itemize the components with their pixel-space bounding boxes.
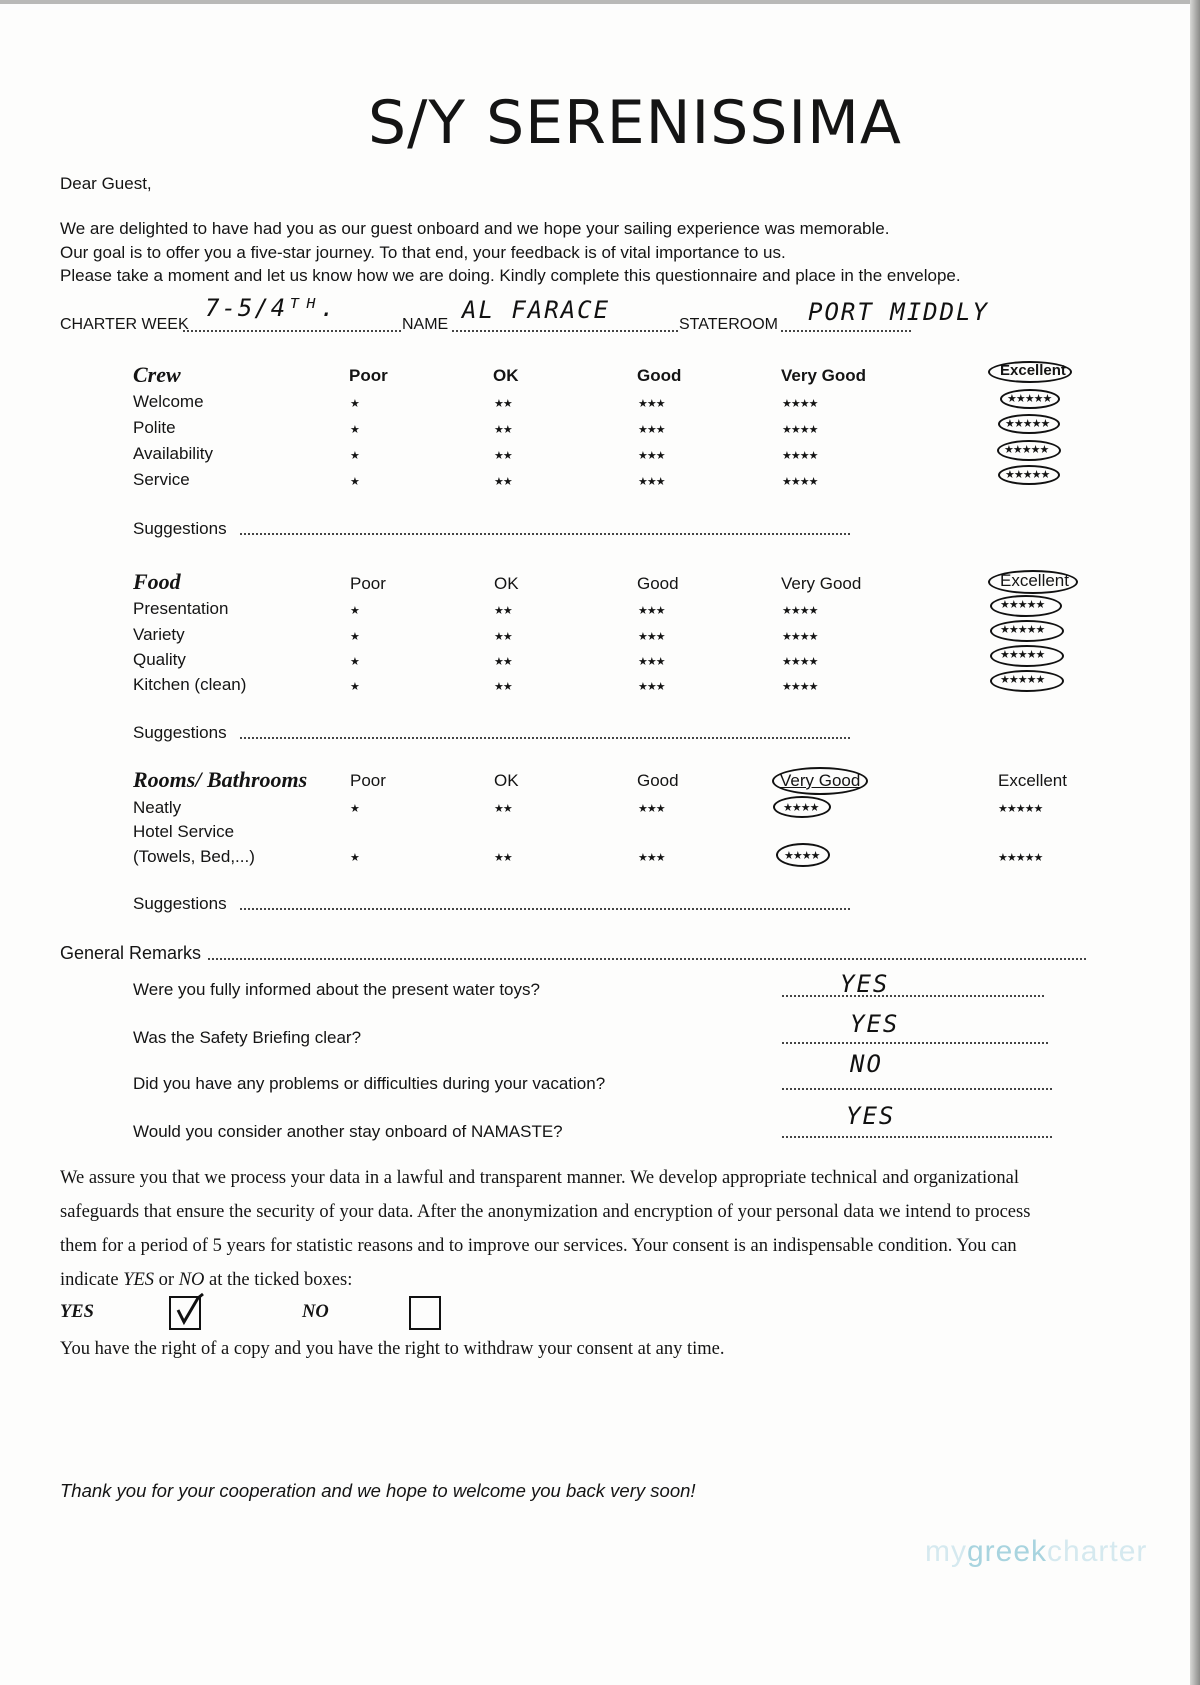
crew-row-availability: Availability <box>133 444 214 463</box>
crew-service-good-stars[interactable]: ★★★ <box>638 476 665 488</box>
privacy-line-4 <box>60 1263 1130 1297</box>
food-variety-good-stars[interactable]: ★★★ <box>638 631 665 643</box>
circle-mark-crew-polite <box>998 414 1060 434</box>
col-poor-food: Poor <box>350 574 386 593</box>
food-presentation-poor-stars[interactable]: ★ <box>350 605 359 617</box>
food-variety-verygood-stars[interactable]: ★★★★ <box>782 631 818 643</box>
col-excellent-food: Excellent <box>1000 571 1069 590</box>
intro-line-2: Our goal is to offer you a five-star journey. To that end, your feedback is of vital importance to us. <box>60 243 786 262</box>
rooms-hotel-poor-stars[interactable]: ★ <box>350 852 359 864</box>
rooms-neatly-good-stars[interactable]: ★★★ <box>638 803 665 815</box>
privacy-line-4-b: or <box>154 1270 179 1290</box>
crew-row-service: Service <box>133 470 190 489</box>
col-good-food: Good <box>637 574 679 593</box>
charter-week-label: CHARTER WEEK <box>60 316 189 333</box>
stateroom-line <box>781 330 911 332</box>
question-3: Did you have any problems or difficulties during your vacation? <box>133 1074 606 1093</box>
crew-availability-excellent-stars[interactable]: ★★★★★ <box>1004 444 1049 456</box>
food-kitchen-ok-stars[interactable]: ★★ <box>494 681 512 693</box>
privacy-line-4-a: indicate <box>60 1270 124 1290</box>
question-4: Would you consider another stay onboard of NAMASTE? <box>133 1122 563 1141</box>
rooms-neatly-poor-stars[interactable]: ★ <box>350 803 359 815</box>
privacy-line-3: them for a period of 5 years for statistic reasons and to improve our services. Your consent is an indispensable condition. You can <box>60 1236 1017 1256</box>
crew-polite-verygood-stars[interactable]: ★★★★ <box>782 424 818 436</box>
section-title-food: Food <box>133 569 181 594</box>
answer-2[interactable]: YES <box>850 1010 900 1038</box>
food-quality-poor-stars[interactable]: ★ <box>350 656 359 668</box>
crew-welcome-excellent-stars[interactable]: ★★★★★ <box>1007 393 1052 405</box>
answer-4-line <box>782 1136 1052 1138</box>
food-quality-ok-stars[interactable]: ★★ <box>494 656 512 668</box>
food-row-quality: Quality <box>133 650 186 669</box>
crew-service-ok-stars[interactable]: ★★ <box>494 476 512 488</box>
food-suggestions-line[interactable] <box>240 737 850 739</box>
crew-polite-poor-stars[interactable]: ★ <box>350 424 359 436</box>
scan-edge-right <box>1190 0 1200 1685</box>
food-quality-verygood-stars[interactable]: ★★★★ <box>782 656 818 668</box>
intro-line-1: We are delighted to have had you as our guest onboard and we hope your sailing experience was memorable. <box>60 219 890 238</box>
page-title: S/Y SERENISSIMA <box>368 88 902 158</box>
col-ok-rooms: OK <box>494 771 519 790</box>
food-row-kitchen: Kitchen (clean) <box>133 675 247 694</box>
consent-no-label: NO <box>302 1302 329 1322</box>
circled-excellent-header-food <box>988 570 1078 594</box>
col-ok-crew: OK <box>493 366 519 385</box>
crew-welcome-poor-stars[interactable]: ★ <box>350 398 359 410</box>
watermark-logo <box>925 1535 1147 1569</box>
crew-welcome-good-stars[interactable]: ★★★ <box>638 398 665 410</box>
rooms-hotel-ok-stars[interactable]: ★★ <box>494 852 512 864</box>
consent-yes-label: YES <box>60 1302 94 1322</box>
charter-week-line <box>183 330 401 332</box>
general-remarks-line[interactable] <box>208 958 1086 960</box>
privacy-line-4-no: NO <box>178 1270 205 1290</box>
privacy-line-4-yes: YES <box>123 1270 155 1290</box>
intro-line-3: Please take a moment and let us know how we are doing. Kindly complete this questionnaire and place in the envelope. <box>60 266 961 285</box>
privacy-line-1: We assure you that we process your data in a lawful and transparent manner. We develop appropriate technical and organizational <box>60 1168 1020 1188</box>
circle-mark-rooms-neatly <box>773 796 831 818</box>
crew-availability-poor-stars[interactable]: ★ <box>350 450 359 462</box>
rooms-suggestions-label: Suggestions <box>133 894 227 913</box>
answer-2-line <box>782 1042 1048 1044</box>
name-line <box>452 330 678 332</box>
consent-no-checkbox[interactable] <box>409 1296 441 1330</box>
crew-availability-verygood-stars[interactable]: ★★★★ <box>782 450 818 462</box>
rights-text: You have the right of a copy and you have the right to withdraw your consent at any time. <box>60 1339 725 1359</box>
col-good-rooms: Good <box>637 771 679 790</box>
food-kitchen-poor-stars[interactable]: ★ <box>350 681 359 693</box>
rooms-hotel-good-stars[interactable]: ★★★ <box>638 852 665 864</box>
charter-week-value[interactable]: 7-5/4ᵀᴴ. <box>205 294 337 322</box>
col-ok-food: OK <box>494 574 519 593</box>
col-excellent-rooms: Excellent <box>998 771 1067 790</box>
section-title-rooms: Rooms/ Bathrooms <box>133 767 308 792</box>
rooms-neatly-verygood-stars[interactable]: ★★★★ <box>783 802 819 814</box>
circled-verygood-header-rooms <box>772 767 868 795</box>
food-presentation-good-stars[interactable]: ★★★ <box>638 605 665 617</box>
section-title-crew: Crew <box>133 362 181 387</box>
circle-mark-food-quality <box>990 645 1064 667</box>
circled-excellent-header-crew <box>988 361 1072 383</box>
stateroom-value[interactable]: PORT MIDDLY <box>808 298 989 326</box>
col-verygood-rooms: Very Good <box>780 771 861 790</box>
answer-3[interactable]: NO <box>850 1050 883 1078</box>
col-poor-crew: Poor <box>349 366 388 385</box>
col-excellent-crew: Excellent <box>1000 362 1066 379</box>
circle-mark-rooms-hotel <box>776 843 830 867</box>
food-kitchen-excellent-stars[interactable]: ★★★★★ <box>1000 674 1045 686</box>
food-presentation-ok-stars[interactable]: ★★ <box>494 605 512 617</box>
crew-row-polite: Polite <box>133 418 176 437</box>
food-presentation-excellent-stars[interactable]: ★★★★★ <box>1000 599 1045 611</box>
answer-3-line <box>782 1088 1052 1090</box>
scan-edge-top <box>0 0 1200 4</box>
food-row-presentation: Presentation <box>133 599 229 618</box>
crew-suggestions-label: Suggestions <box>133 519 227 538</box>
consent-yes-checkbox[interactable] <box>169 1296 201 1330</box>
watermark-part-b: greek <box>967 1535 1048 1568</box>
circle-mark-food-presentation <box>990 595 1062 617</box>
circle-mark-crew-welcome <box>1000 389 1060 409</box>
col-verygood-crew: Very Good <box>781 366 867 385</box>
rooms-row-hotel-service-detail: (Towels, Bed,...) <box>133 847 255 866</box>
rooms-neatly-ok-stars[interactable]: ★★ <box>494 803 512 815</box>
crew-polite-good-stars[interactable]: ★★★ <box>638 424 665 436</box>
name-value[interactable]: AL FARACE <box>462 296 611 324</box>
privacy-line-2: safeguards that ensure the security of your data. After the anonymization and encryption of your personal data we intend to process <box>60 1202 1031 1222</box>
rooms-hotel-verygood-stars[interactable]: ★★★★ <box>784 850 820 862</box>
crew-service-excellent-stars[interactable]: ★★★★★ <box>1005 469 1050 481</box>
question-2: Was the Safety Briefing clear? <box>133 1028 362 1047</box>
privacy-paragraph <box>60 1161 1130 1297</box>
food-row-variety: Variety <box>133 625 185 644</box>
name-label: NAME <box>402 316 449 333</box>
circle-mark-crew-service <box>998 465 1060 485</box>
answer-1-line <box>782 995 1044 997</box>
food-variety-excellent-stars[interactable]: ★★★★★ <box>1000 624 1045 636</box>
crew-availability-good-stars[interactable]: ★★★ <box>638 450 665 462</box>
checkmark-icon <box>169 1292 209 1326</box>
greeting: Dear Guest, <box>60 174 152 193</box>
stateroom-label: STATEROOM <box>679 316 778 333</box>
crew-polite-ok-stars[interactable]: ★★ <box>494 424 512 436</box>
circle-mark-food-variety <box>990 620 1064 642</box>
crew-row-welcome: Welcome <box>133 392 204 411</box>
general-remarks-label: General Remarks <box>60 943 202 963</box>
col-poor-rooms: Poor <box>350 771 386 790</box>
privacy-line-4-c: at the ticked boxes: <box>204 1270 353 1290</box>
food-variety-poor-stars[interactable]: ★ <box>350 631 359 643</box>
crew-welcome-verygood-stars[interactable]: ★★★★ <box>782 398 818 410</box>
food-suggestions-label: Suggestions <box>133 723 227 742</box>
crew-service-poor-stars[interactable]: ★ <box>350 476 359 488</box>
question-1: Were you fully informed about the present water toys? <box>133 980 540 999</box>
rooms-row-neatly: Neatly <box>133 798 182 817</box>
col-good-crew: Good <box>637 366 682 385</box>
food-quality-excellent-stars[interactable]: ★★★★★ <box>1000 649 1045 661</box>
rooms-suggestions-line[interactable] <box>240 908 850 910</box>
closing-text: Thank you for your cooperation and we hope to welcome you back very soon! <box>60 1480 696 1501</box>
circle-mark-food-kitchen <box>990 670 1064 692</box>
food-kitchen-good-stars[interactable]: ★★★ <box>638 681 665 693</box>
food-variety-ok-stars[interactable]: ★★ <box>494 631 512 643</box>
rooms-hotel-excellent-stars[interactable]: ★★★★★ <box>998 852 1043 864</box>
circle-mark-crew-availability <box>997 440 1061 461</box>
col-verygood-food: Very Good <box>781 574 862 593</box>
food-kitchen-verygood-stars[interactable]: ★★★★ <box>782 681 818 693</box>
answer-4[interactable]: YES <box>846 1102 896 1130</box>
crew-service-verygood-stars[interactable]: ★★★★ <box>782 476 818 488</box>
watermark-part-a: my <box>925 1535 967 1568</box>
food-presentation-verygood-stars[interactable]: ★★★★ <box>782 605 818 617</box>
answer-1[interactable]: YES <box>840 970 890 998</box>
crew-suggestions-line[interactable] <box>240 533 850 535</box>
crew-polite-excellent-stars[interactable]: ★★★★★ <box>1005 418 1050 430</box>
food-quality-good-stars[interactable]: ★★★ <box>638 656 665 668</box>
crew-availability-ok-stars[interactable]: ★★ <box>494 450 512 462</box>
rooms-neatly-excellent-stars[interactable]: ★★★★★ <box>998 803 1043 815</box>
rooms-row-hotel-service: Hotel Service <box>133 822 235 841</box>
crew-welcome-ok-stars[interactable]: ★★ <box>494 398 512 410</box>
watermark-part-c: charter <box>1047 1535 1148 1568</box>
